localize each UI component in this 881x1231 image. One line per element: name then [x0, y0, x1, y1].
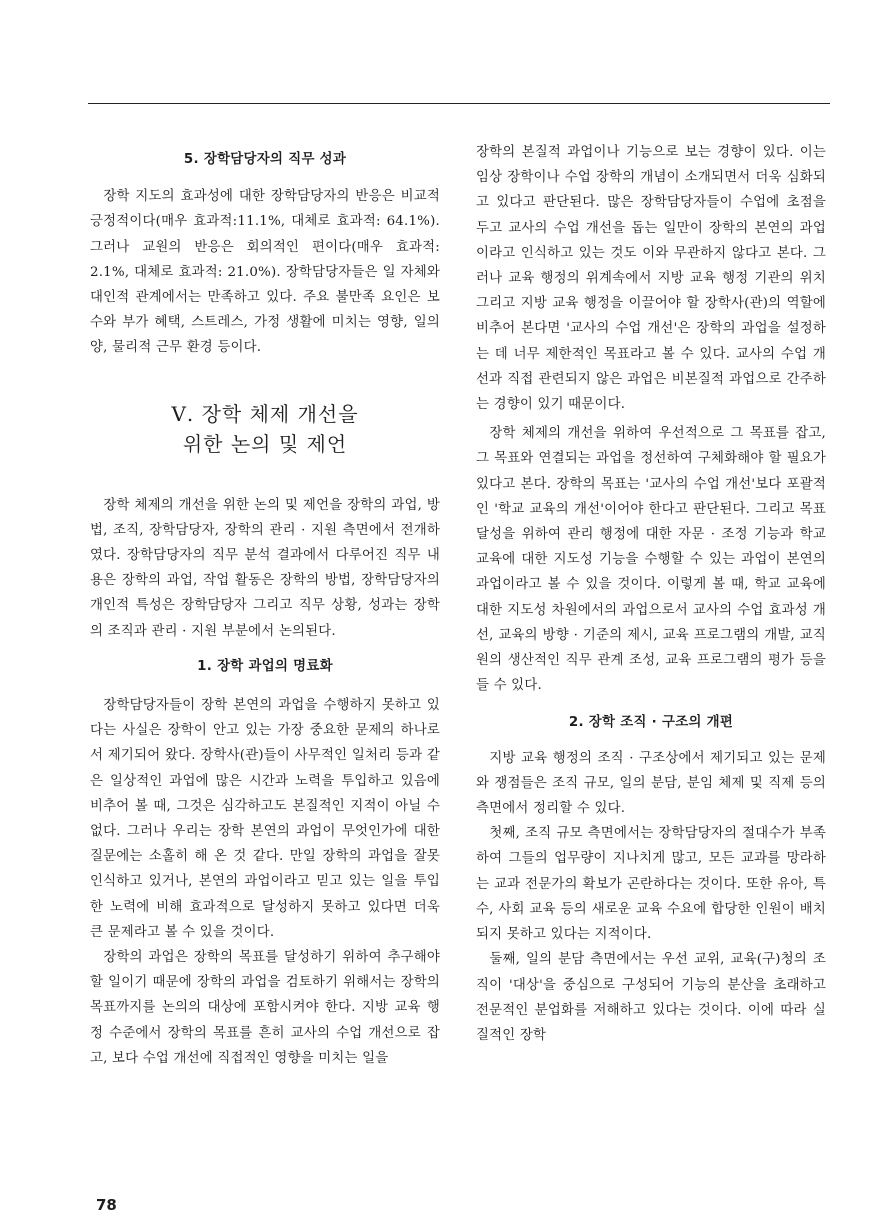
paragraph: 장학담당자들이 장학 본연의 과업을 수행하지 못하고 있다는 사실은 장학이 안고 있는 가장 중요한 문제의 하나로서 제기되어 왔다. 장학사(관)들이 사무적인 일처리 등과 같은 일상적인 과업에 많은 시간과 노력을 투입하고 있음에 비추어 볼 때, 그것은 심각하고도 본질적인 지적이 아닐 수 없다. 그러나 우리는 장학 본연의 과업이 무엇인가에 대한 질문에는 소홀히 해 온 것 같다. 만일 장학의 과업을 잘못 인식하고 있거나, 본연의 과업이라고 믿고 있는 일을 투입한 노력에 비해 효과적으로 달성하지 못하고 있다면 더욱 큰 문제라고 볼 수 있을 것이다. [90, 698, 440, 940]
paragraph: 둘째, 일의 분담 측면에서는 우선 교위, 교육(구)청의 조직이 '대상'을 중심으로 구성되어 기능의 분산을 초래하고 전문적인 분업화를 저해하고 있다는 것이다. 이에 따라 실질적인 장학 [476, 952, 826, 1043]
paragraph: 장학 지도의 효과성에 대한 장학담당자의 반응은 비교적 긍정적이다(매우 효과적:11.1%, 대체로 효과적: 64.1%). 그러나 교원의 반응은 회의적인 편이다(매우 효과적: 2.1%, 대체로 효과적: 21.0%). 장학담당자들은 일 자체와 대인적 관계에서는 만족하고 있다. 주요 불만족 요인은 보수와 부가 혜택, 스트레스, 가정 생활에 미치는 영향, 일의 양, 물리적 근무 환경 등이다. [90, 189, 440, 356]
paragraph: 장학 체제의 개선을 위하여 우선적으로 그 목표를 잡고, 그 목표와 연결되는 과업을 정선하여 구체화해야 할 필요가 있다고 본다. 장학의 목표는 '교사의 수업 개선'보다 포괄적인 '학교 교육의 개선'이어야 한다고 판단된다. 그리고 목표 달성을 위하여 관리 행정에 대한 자문 · 조정 기능과 학교 교육에 대한 지도성 기능을 수행할 수 있는 과업이 본연의 과업이라고 볼 수 있을 것이다. 이렇게 볼 때, 학교 교육에 대한 지도성 차원에서의 과업으로서 교사의 수업 효과성 개선, 교육의 방향 · 기준의 제시, 교육 프로그램의 개발, 교직원의 생산적인 직무 관계 조성, 교육 프로그램의 평가 등을 들 수 있다. [476, 426, 826, 694]
paragraph: 장학 체제의 개선을 위한 논의 및 제언을 장학의 과업, 방법, 조직, 장학담당자, 장학의 관리 · 지원 측면에서 전개하였다. 장학담당자의 직무 분석 결과에서 다루어진 직무 내용은 장학의 과업, 작업 활동은 장학의 방법, 장학담당자의 개인적 특성은 장학담당자 그리고 직무 상황, 성과는 장학의 조직과 관리 · 지원 부분에서 논의된다. [90, 497, 440, 639]
header-rule [88, 103, 830, 104]
paragraph: 지방 교육 행정의 조직 · 구조상에서 제기되고 있는 문제와 쟁점들은 조직 규모, 일의 분담, 분임 체제 및 직제 등의 측면에서 정리할 수 있다. [476, 750, 826, 817]
section-heading-2: 2. 장학 조직 · 구조의 개편 [568, 715, 734, 731]
paragraph-continued: 장학의 본질적 과업이나 기능으로 보는 경향이 있다. 이는 임상 장학이나 수업 장학의 개념이 소개되면서 더욱 심화되고 있다고 판단된다. 많은 장학담당자들이 수업에 초점을 두고 교사의 수업 개선을 돕는 일만이 장학의 본연의 과업이라고 인식하고 있는 것도 이와 무관하지 않다고 본다. 그러나 교육 행정의 위계속에서 지방 교육 행정 기관의 위치 그리고 지방 교육 행정을 이끌어야 할 장학사(관)의 역할에 비추어 본다면 '교사의 수업 개선'은 장학의 과업을 설정하는 데 너무 제한적인 목표라고 볼 수 있다. 교사의 수업 개선과 직접 관련되지 않은 과업은 비본질적 과업으로 간주하는 경향이 있기 때문이다. [476, 145, 826, 413]
page-number: 78 [96, 1196, 117, 1214]
paragraph: 장학의 과업은 장학의 목표를 달성하기 위하여 추구해야 할 일이기 때문에 장학의 과업을 검토하기 위해서는 장학의 목표까지를 논의의 대상에 포함시켜야 한다. 지방 교육 행정 수준에서 장학의 목표를 흔히 교사의 수업 개선으로 잡고, 보다 수업 개선에 직접적인 영향을 미치는 일을 [90, 950, 440, 1066]
section-heading-5: 5. 장학담당자의 직무 성과 [183, 152, 347, 167]
chapter-title-line-1: Ⅴ. 장학 체제 개선을 [171, 401, 359, 426]
section-heading-1: 1. 장학 과업의 명료화 [197, 658, 333, 674]
right-column [476, 140, 826, 1048]
paragraph: 첫째, 조직 규모 측면에서는 장학담당자의 절대수가 부족하여 그들의 업무량이 지나치게 많고, 모든 교과를 망라하는 교과 전문가의 확보가 곤란하다는 것이다. 또한 유아, 특수, 사회 교육 등의 새로운 교육 수요에 합당한 인원이 배치되지 못하고 있다는 지적이다. [476, 826, 826, 943]
left-column [90, 140, 440, 1071]
chapter-title-line-2: 위한 논의 및 제언 [182, 431, 348, 456]
